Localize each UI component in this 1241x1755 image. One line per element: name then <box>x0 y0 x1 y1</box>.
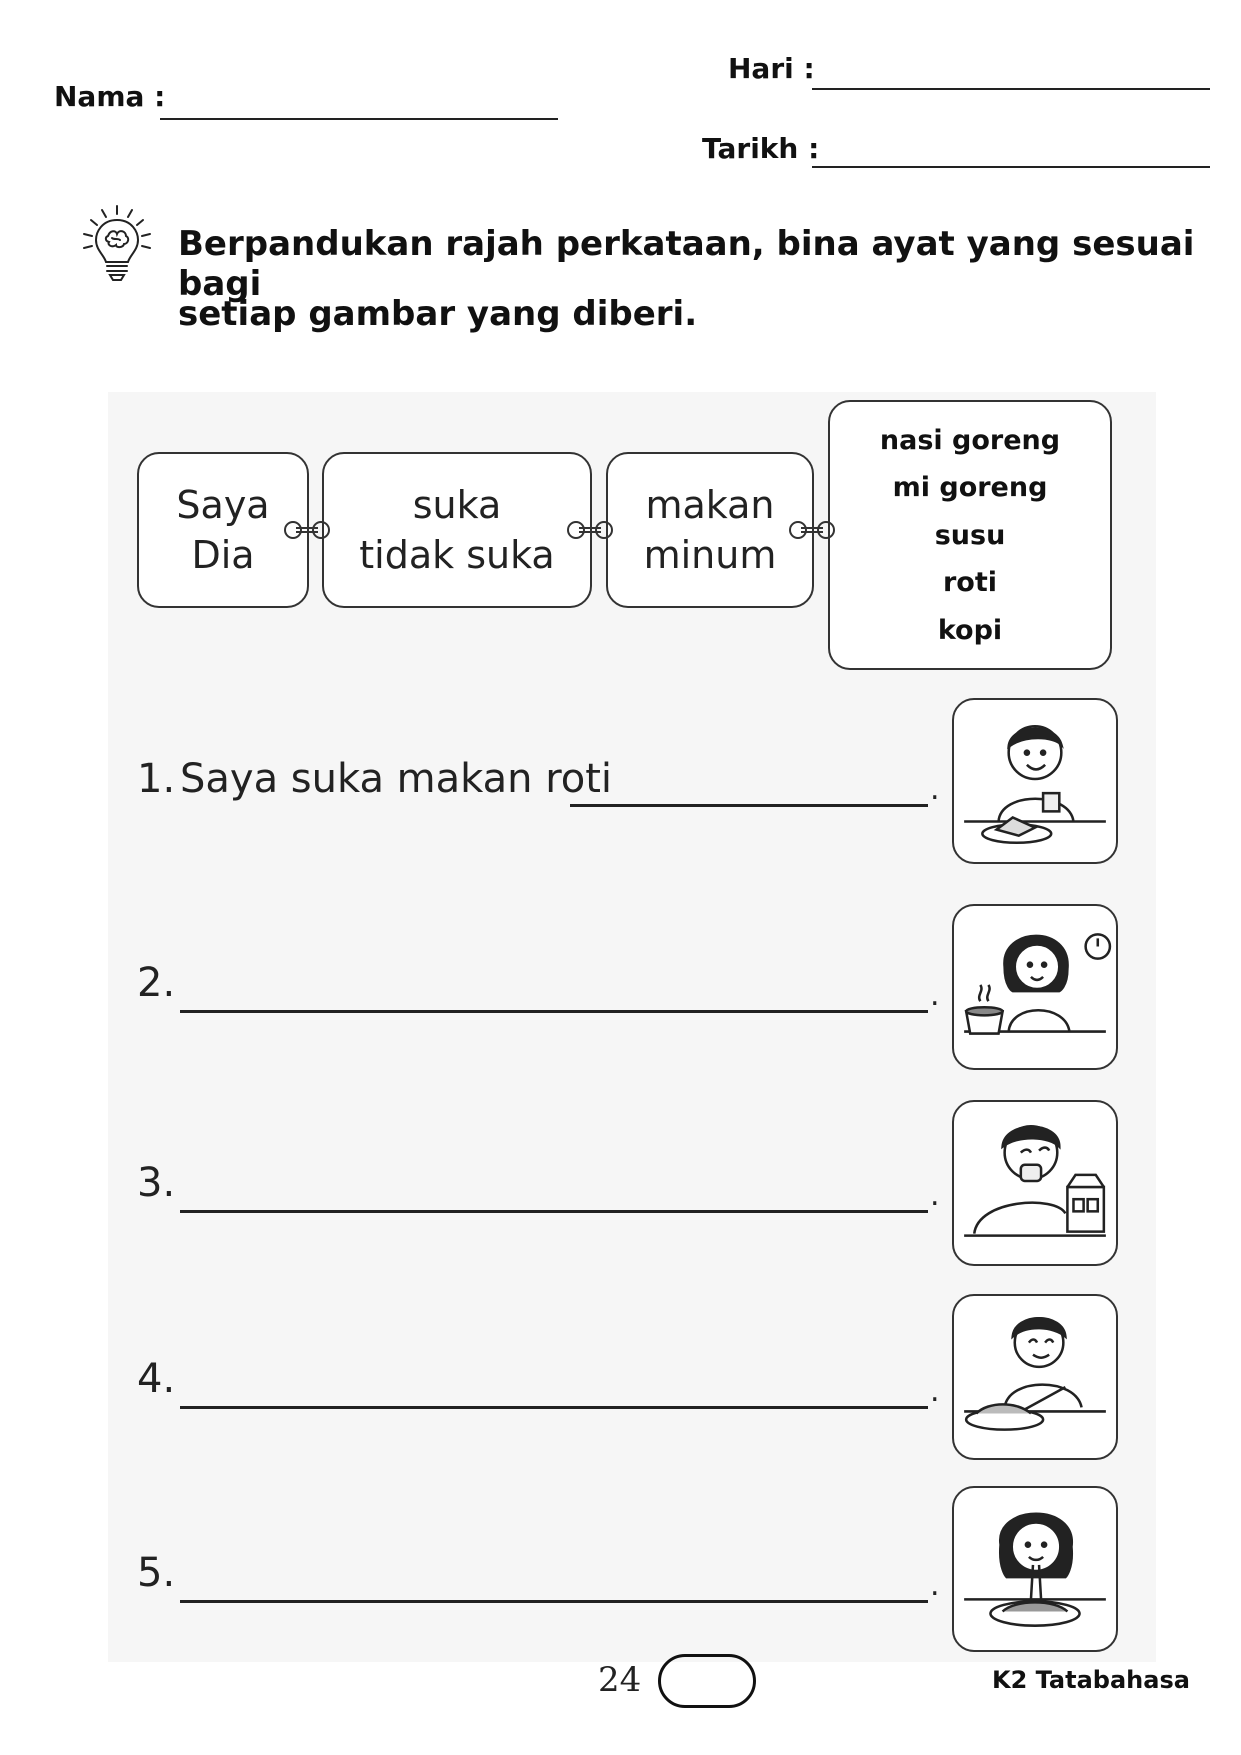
question-number: 5. <box>137 1550 176 1596</box>
date-field[interactable] <box>812 166 1210 168</box>
instruction-line-2: setiap gambar yang diberi. <box>178 294 698 334</box>
name-label: Nama : <box>54 80 166 113</box>
word-saya: Saya <box>176 483 270 527</box>
full-stop: . <box>930 1568 940 1603</box>
word-nasi-goreng: nasi goreng <box>879 424 1061 456</box>
answer-line-2[interactable] <box>180 1010 928 1013</box>
word-makan: makan <box>645 483 775 527</box>
word-box-verb <box>322 452 592 608</box>
word-susu: susu <box>934 519 1006 551</box>
chain-link-icon <box>789 518 835 542</box>
answer-line-3[interactable] <box>180 1210 928 1213</box>
page-number: 24 <box>598 1660 642 1700</box>
question-number: 3. <box>137 1160 176 1206</box>
picture-boy-eating-fried-rice <box>952 1294 1118 1460</box>
chain-link-icon <box>284 518 330 542</box>
word-dia: Dia <box>191 533 255 577</box>
instruction-line-1: Berpandukan rajah perkataan, bina ayat yang sesuai bagi <box>178 224 1195 304</box>
word-mi-goreng: mi goreng <box>892 472 1048 503</box>
day-field[interactable] <box>812 88 1210 90</box>
answer-line-4[interactable] <box>180 1406 928 1409</box>
word-roti: roti <box>942 567 998 598</box>
answer-line-1[interactable] <box>570 804 928 807</box>
word-kopi: kopi <box>937 614 1003 646</box>
book-label: K2 Tatabahasa <box>992 1666 1190 1694</box>
full-stop: . <box>930 1178 940 1213</box>
picture-boy-eating-bread <box>952 698 1118 864</box>
chain-link-icon <box>567 518 613 542</box>
full-stop: . <box>930 1374 940 1409</box>
word-tidak-suka: tidak suka <box>359 533 555 577</box>
word-minum: minum <box>643 533 777 577</box>
score-oval <box>658 1654 756 1708</box>
full-stop: . <box>930 772 940 807</box>
question-1-text: Saya suka makan roti <box>180 756 613 802</box>
question-number: 2. <box>137 960 176 1006</box>
answer-line-5[interactable] <box>180 1600 928 1603</box>
picture-girl-eating-noodles <box>952 1486 1118 1652</box>
picture-girl-drinking-coffee <box>952 904 1118 1070</box>
word-box-food <box>828 400 1112 670</box>
full-stop: . <box>930 978 940 1013</box>
question-number: 1. <box>137 756 176 802</box>
picture-boy-drinking-milk <box>952 1100 1118 1266</box>
day-label: Hari : <box>728 52 815 85</box>
word-box-action <box>606 452 814 608</box>
lightbulb-brain-icon <box>74 200 160 286</box>
date-label: Tarikh : <box>702 132 820 165</box>
name-field[interactable] <box>160 118 558 120</box>
word-suka: suka <box>412 483 502 527</box>
question-number: 4. <box>137 1356 176 1402</box>
